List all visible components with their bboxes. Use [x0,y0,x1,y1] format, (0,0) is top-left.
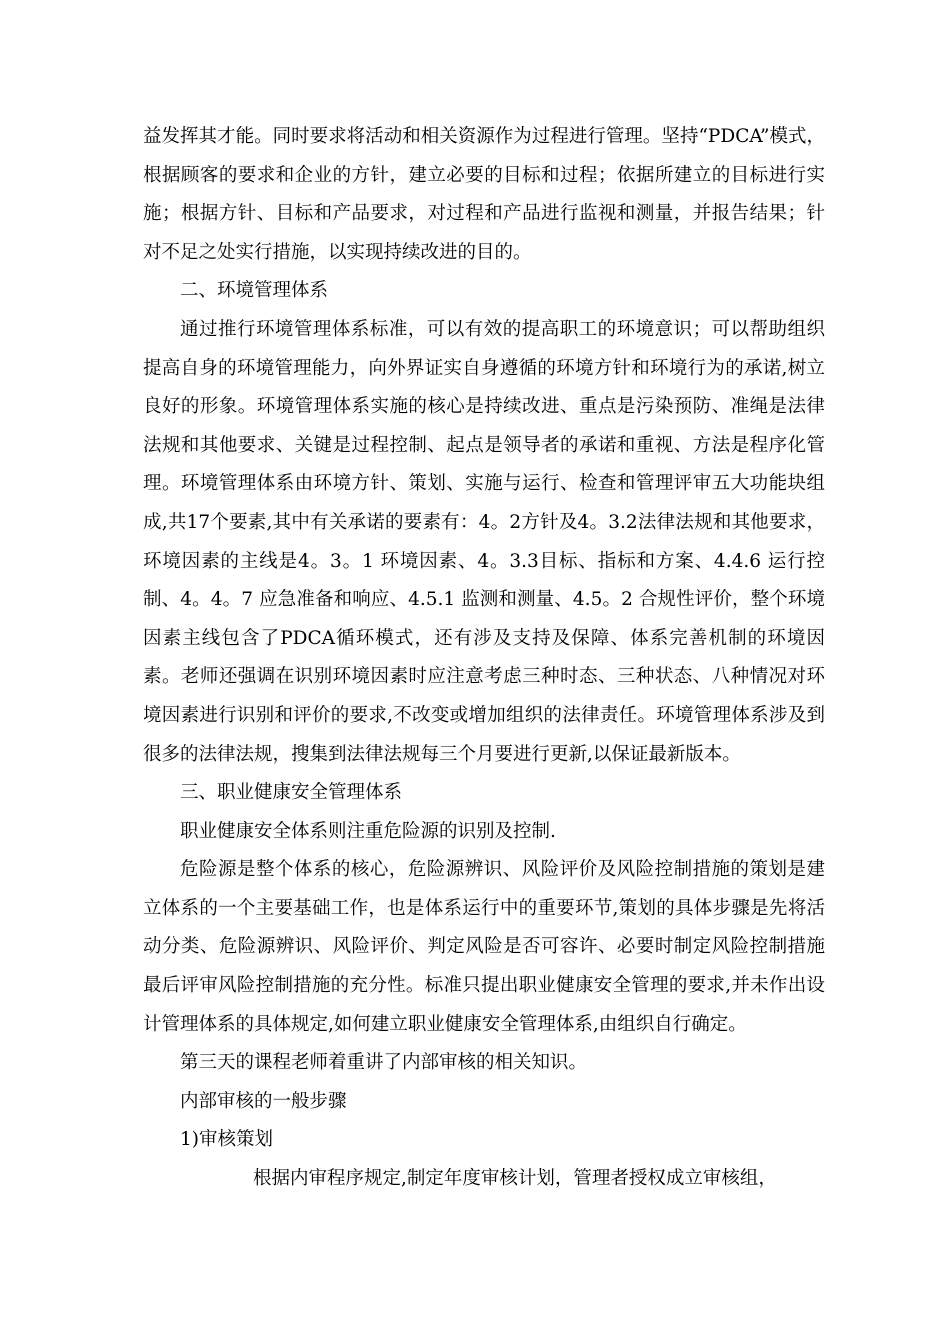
paragraph-hazard-sources: 危险源是整个体系的核心，危险源辨识、风险评价及风险控制措施的策划是建立体系的一个主要基础工作，也是体系运行中的重要环节,策划的具体步骤是先将活动分类、危险源辨识、风险评价、判定风险是否可容许、必要时制定风险控制措施最后评审风险控制措施的充分性。标准只提出职业健康安全管理的要求,并未作出设计管理体系的具体规定,如何建立职业健康安全管理体系,由组织自行确定。 [143,859,825,1035]
paragraph-day-three: 第三天的课程老师着重讲了内部审核的相关知识。 [180,1052,588,1074]
heading-internal-audit-steps: 内部审核的一般步骤 [180,1090,347,1112]
paragraph-audit-plan: 根据内审程序规定,制定年度审核计划，管理者授权成立审核组， [253,1168,777,1190]
paragraph-ohs-intro: 职业健康安全体系则注重危险源的识别及控制. [180,820,556,842]
paragraph-pdca-continuation: 益发挥其才能。同时要求将活动和相关资源作为过程进行管理。坚持“PDCA”模式，根据顾客的要求和企业的方针，建立必要的目标和过程；依据所建立的目标进行实施；根据方针、目标和产品要求，对过程和产品进行监视和测量，并报告结果；针对不足之处实行措施，以实现持续改进的目的。 [143,126,825,263]
paragraph-environmental-management: 通过推行环境管理体系标准，可以有效的提高职工的环境意识；可以帮助组织提高自身的环境管理能力，向外界证实自身遵循的环境方针和环境行为的承诺,树立良好的形象。环境管理体系实施的核心是持续改进、重点是污染预防、准绳是法律法规和其他要求、关键是过程控制、起点是领导者的承诺和重视、方法是程序化管理。环境管理体系由环境方针、策划、实施与运行、检查和管理评审五大功能块组成,共17个要素,其中有关承诺的要素有：4。2方针及4。3.2法律法规和其他要求，环境因素的主线是4。3。1 环境因素、4。3.3目标、指标和方案、4.4.6 运行控制、4。4。7 应急准备和响应、4.5.1 监测和测量、4.5。2 合规性评价，整个环境因素主线包含了PDCA循环模式，还有涉及支持及保障、体系完善机制的环境因素。老师还强调在识别环境因素时应注意考虑三种时态、三种状态、八种情况对环境因素进行识别和评价的要求,不改变或增加组织的法律责任。环境管理体系涉及到很多的法律法规，搜集到法律法规每三个月要进行更新,以保证最新版本。 [143,318,825,765]
heading-audit-planning: 1)审核策划 [180,1129,273,1151]
document-body [143,118,825,1199]
heading-environmental-management: 二、环境管理体系 [180,280,329,302]
heading-ohs-management: 三、职业健康安全管理体系 [180,782,403,804]
